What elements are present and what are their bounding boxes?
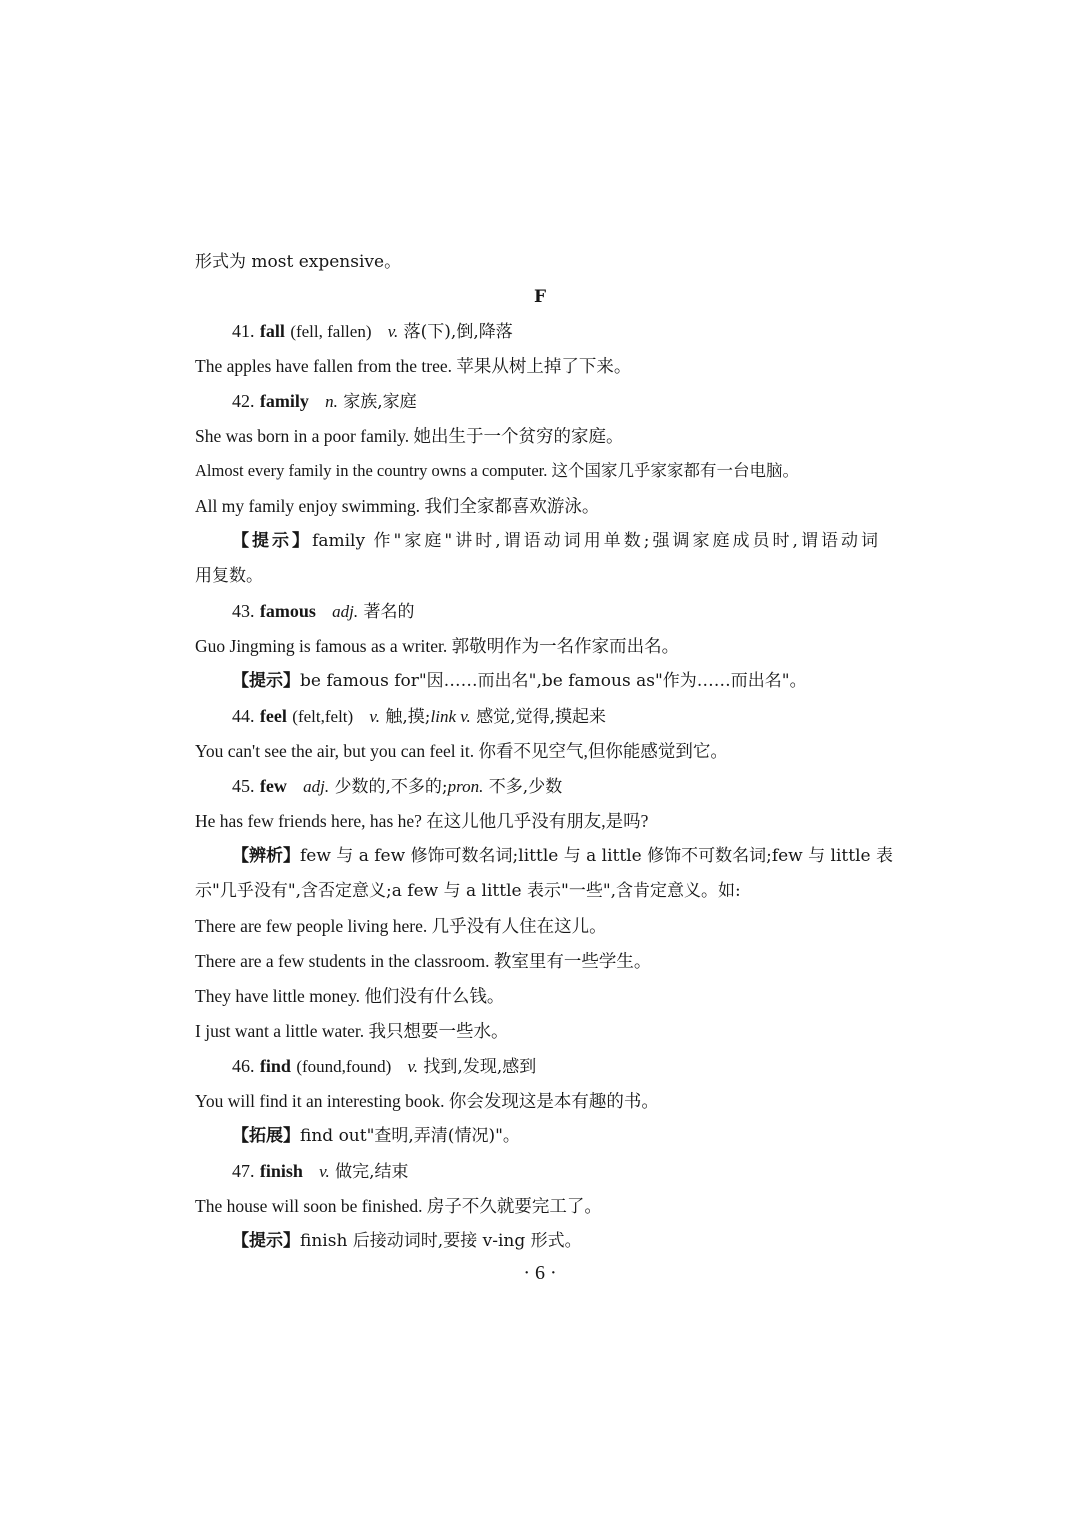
- example-sentence: You can't see the air, but you can feel it. 你看不见空气,但你能感觉到它。: [195, 741, 728, 761]
- entry-number: 45.: [232, 776, 255, 796]
- entry-headword-line: [232, 705, 932, 728]
- page-number: · 6 ·: [523, 1262, 557, 1284]
- headword: feel: [259, 706, 287, 726]
- tip-text: be famous for"因……而出名",be famous as"作为……而出名"。: [300, 671, 807, 691]
- entry-number: 43.: [232, 601, 255, 621]
- tip-line: [232, 845, 893, 867]
- section-letter: F: [533, 287, 547, 307]
- headword: find: [259, 1056, 291, 1076]
- tip-line: [232, 530, 878, 552]
- tip-text: family 作"家庭"讲时,谓语动词用单数;强调家庭成员时,谓语动词: [312, 531, 879, 551]
- part-of-speech: v.: [407, 1057, 419, 1076]
- tip-line: [232, 1230, 932, 1252]
- tip-tag: 【拓展】: [232, 1126, 300, 1146]
- part-of-speech: n.: [325, 392, 338, 411]
- meaning: 做完,结束: [335, 1162, 409, 1182]
- example-sentence: There are a few students in the classroom. 教室里有一些学生。: [195, 951, 652, 971]
- tip-text: find out"查明,弄清(情况)"。: [300, 1126, 520, 1146]
- example-sentence: There are few people living here. 几乎没有人住在这儿。: [195, 916, 607, 936]
- entry-number: 47.: [232, 1161, 255, 1181]
- part-of-speech-secondary: link v.: [430, 707, 471, 726]
- example-sentence: All my family enjoy swimming. 我们全家都喜欢游泳。: [195, 496, 600, 516]
- part-of-speech: v.: [387, 322, 399, 341]
- meaning: 触,摸;: [385, 707, 431, 727]
- example-sentence: The house will soon be finished. 房子不久就要完工了。: [195, 1196, 602, 1216]
- entry-headword-line: [232, 1160, 932, 1183]
- meaning: 找到,发现,感到: [423, 1057, 537, 1077]
- tip-text: finish 后接动词时,要接 v-ing 形式。: [300, 1231, 582, 1251]
- example-sentence: They have little money. 他们没有什么钱。: [195, 986, 505, 1006]
- tip-tag: 【提示】: [232, 531, 313, 551]
- example-sentence: She was born in a poor family. 她出生于一个贫穷的家庭。: [195, 426, 624, 446]
- entry-headword-line: [232, 1055, 932, 1078]
- headword: famous: [259, 601, 316, 621]
- entry-headword-line: [232, 775, 932, 798]
- meaning: 少数的,不多的;: [334, 777, 448, 797]
- entry-number: 46.: [232, 1056, 255, 1076]
- meaning: 家族,家庭: [343, 392, 417, 412]
- part-of-speech: adj.: [332, 602, 359, 621]
- example-sentence: He has few friends here, has he? 在这儿他几乎没有朋友,是吗?: [195, 811, 649, 831]
- meaning-secondary: 感觉,觉得,摸起来: [476, 707, 606, 727]
- headword: family: [259, 391, 309, 411]
- tip-line-continued: 示"几乎没有",含否定意义;a few 与 a little 表示"一些",含肯定意义。如:: [195, 881, 741, 901]
- verb-forms: (found,found): [296, 1057, 392, 1076]
- meaning-secondary: 不多,少数: [488, 777, 563, 797]
- tip-line-continued: 用复数。: [195, 566, 263, 586]
- example-sentence: Guo Jingming is famous as a writer. 郭敬明作为一名作家而出名。: [195, 636, 680, 656]
- headword: finish: [259, 1161, 303, 1181]
- example-sentence: The apples have fallen from the tree. 苹果从树上掉了下来。: [195, 356, 632, 376]
- headword: few: [259, 776, 287, 796]
- part-of-speech-secondary: pron.: [447, 777, 484, 796]
- tip-tag: 【提示】: [232, 671, 300, 691]
- entry-number: 42.: [232, 391, 255, 411]
- part-of-speech: v.: [369, 707, 380, 726]
- entry-headword-line: [232, 320, 932, 343]
- entry-number: 44.: [232, 706, 255, 726]
- entry-headword-line: [232, 600, 932, 623]
- meaning: 落(下),倒,降落: [403, 322, 513, 342]
- entry-headword-line: [232, 390, 932, 413]
- example-sentence: Almost every family in the country owns a computer. 这个国家几乎家家都有一台电脑。: [195, 461, 800, 480]
- example-sentence: I just want a little water. 我只想要一些水。: [195, 1021, 509, 1041]
- verb-forms: (fell, fallen): [290, 322, 372, 341]
- headword: fall: [259, 321, 285, 341]
- tip-tag: 【提示】: [232, 1231, 300, 1251]
- meaning: 著名的: [363, 602, 415, 622]
- part-of-speech: v.: [319, 1162, 330, 1181]
- tip-line: [232, 1125, 932, 1147]
- part-of-speech: adj.: [303, 777, 330, 796]
- intro-tail: 形式为 most expensive。: [195, 252, 402, 272]
- tip-text: few 与 a few 修饰可数名词;little 与 a little 修饰不可数名词;few 与 little 表: [300, 846, 893, 866]
- verb-forms: (felt,felt): [292, 707, 354, 726]
- tip-line: [232, 670, 932, 692]
- tip-tag: 【辨析】: [232, 846, 300, 866]
- entry-number: 41.: [232, 321, 255, 341]
- example-sentence: You will find it an interesting book. 你会发现这是本有趣的书。: [195, 1091, 659, 1111]
